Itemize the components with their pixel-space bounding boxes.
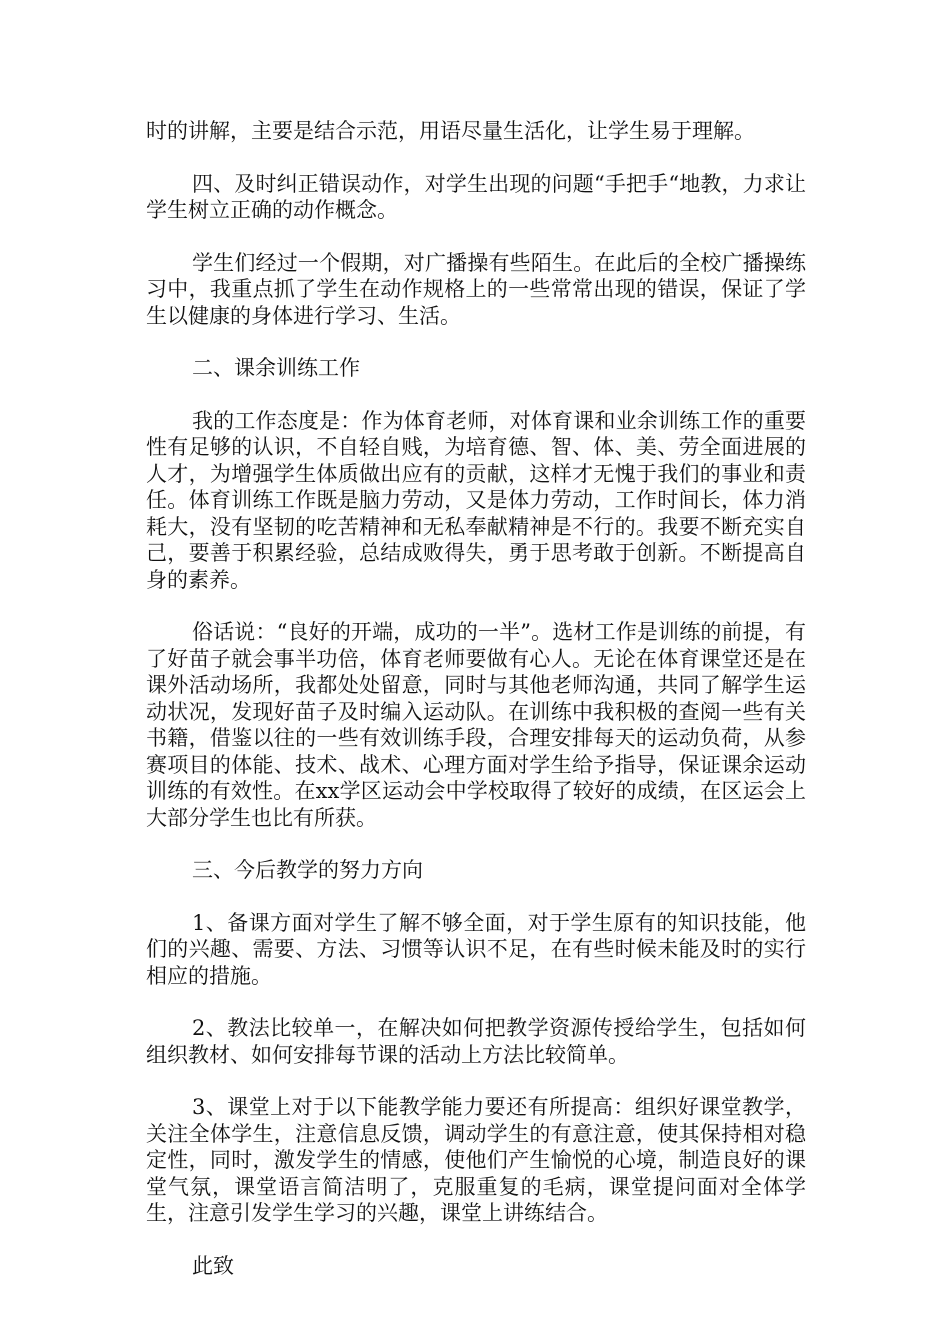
list-item-classroom-ability: 3、课堂上对于以下能教学能力要还有所提高：组织好课堂教学，关注全体学生，注意信息反馈，调动学生的有意注意，使其保持相对稳定性，同时，激发学生的情感，使他们产生愉悦的心境，制造良好的课堂气氛，课堂语言简洁明了，克服重复的毛病，课堂提问面对全体学生，注意引发学生学习的兴趣，课堂上讲练结合。 xyxy=(146,1095,806,1225)
paragraph-talent-selection: 俗话说：“良好的开端，成功的一半”。选材工作是训练的前提，有了好苗子就会事半功倍，体育老师要做有心人。无论在体育课堂还是在课外活动场所，我都处处留意，同时与其他老师沟通，共同了解学生运动状况，发现好苗子及时编入运动队。在训练中我积极的查阅一些有关书籍，借鉴以往的一些有效训练手段，合理安排每天的运动负荷，从参赛项目的体能、技术、战术、心理方面对学生给予指导，保证课余运动训练的有效性。在xx学区运动会中学校取得了较好的成绩，在区运会上大部分学生也比有所获。 xyxy=(146,620,806,830)
list-item-teaching-method: 2、教法比较单一，在解决如何把教学资源传授给学生，包括如何组织教材、如何安排每节课的活动上方法比较简单。 xyxy=(146,1016,806,1067)
section-heading-extracurricular-training: 二、课余训练工作 xyxy=(192,356,360,380)
document-page xyxy=(146,118,806,1305)
list-item-lesson-prep: 1、备课方面对学生了解不够全面，对于学生原有的知识技能，他们的兴趣、需要、方法、习惯等认识不足，在有些时候未能及时的实行相应的措施。 xyxy=(146,910,806,988)
paragraph-point-four: 四、及时纠正错误动作，对学生出现的问题“手把手“地教，力求让学生树立正确的动作概念。 xyxy=(146,171,806,222)
closing-salutation: 此致 xyxy=(192,1253,234,1278)
section-heading-future-direction: 三、今后教学的努力方向 xyxy=(192,858,423,882)
paragraph-broadcast-exercise: 学生们经过一个假期，对广播操有些陌生。在此后的全校广播操练习中，我重点抓了学生在动作规格上的一些常常出现的错误，保证了学生以健康的身体进行学习、生活。 xyxy=(146,250,806,328)
paragraph-continued: 时的讲解，主要是结合示范，用语尽量生活化，让学生易于理解。 xyxy=(146,119,755,143)
paragraph-work-attitude: 我的工作态度是：作为体育老师，对体育课和业余训练工作的重要性有足够的认识，不自轻自贱，为培育德、智、体、美、劳全面进展的人才，为增强学生体质做出应有的贡献，这样才无愧于我们的事业和责任。体育训练工作既是脑力劳动，又是体力劳动，工作时间长，体力消耗大，没有坚韧的吃苦精神和无私奉献精神是不行的。我要不断充实自己，要善于积累经验，总结成败得失，勇于思考敢于创新。不断提高自身的素养。 xyxy=(146,408,806,592)
